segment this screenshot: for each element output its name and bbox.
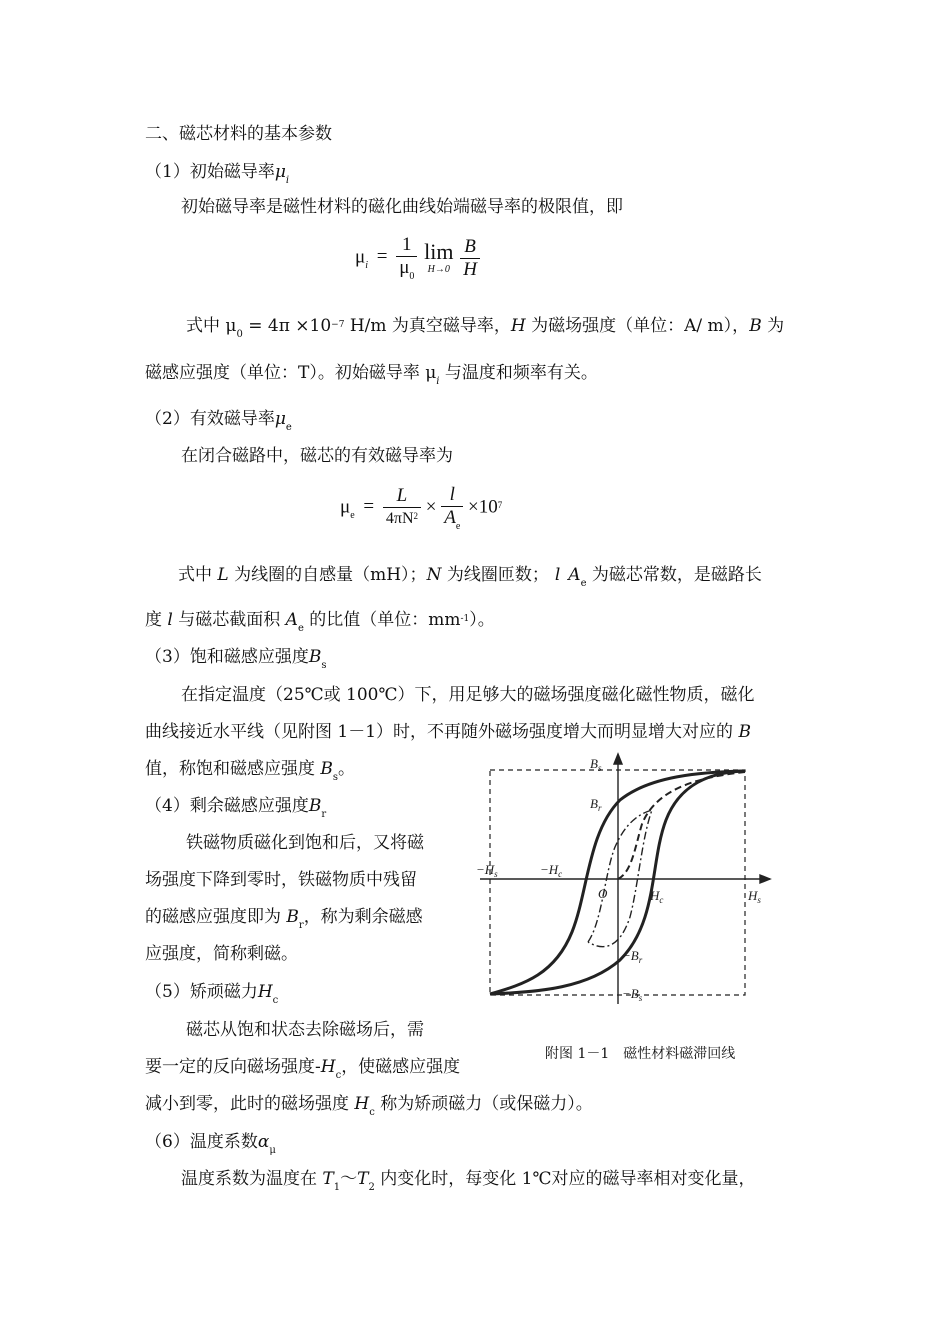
heading-remanence: （4）剩余磁感应强度$B_r$ [145,796,327,820]
paragraph-initial-permeability-note: 磁感应强度（单位：T）。初始磁导率 $\mu_i$ 与温度和频率有关。 [145,363,598,387]
label-hc: $H_c$ [650,888,664,905]
formula-coef-den: $\mu_0$ [396,256,417,282]
formula-bh-fraction [460,236,480,281]
b-axis-arrow [614,754,622,764]
label-bs: $B_s$ [590,756,602,773]
paragraph-remanence-line1: 铁磁物质磁化到饱和后，又将磁 [186,833,424,853]
label-br: $B_r$ [590,796,602,813]
heading-text: （1）初始磁导率 [145,162,275,182]
label-neg-bs: $-B_s$ [622,986,643,1003]
label-origin: O [598,886,608,901]
formula-effective-permeability: $\mu_e$ = $\frac{L}{4\pi N^2}$ × $\frac{l}{A_e}$ $\times 10^7$ [340,484,503,532]
paragraph-mu0-definition: 式中 $\mu_0 = 4\pi \times 10^{-7}$ H/m 为真空磁导率，H 为磁场强度（单位：A/ m），B 为 [186,316,785,340]
heading-saturation-flux-density: （3）饱和磁感应强度$B_s$ [145,647,327,671]
label-neg-hc: $-H_c$ [540,862,563,879]
paragraph-temperature-coefficient: 温度系数为温度在 $T_1\sim T_2$ 内变化时，每变化 1℃对应的磁导率相对变化量， [181,1169,756,1193]
paragraph-saturation-line3: 值，称饱和磁感应强度 $B_s$。 [145,759,356,783]
formula-lhs-sub: i [365,260,368,272]
h-axis-arrow [760,875,770,883]
paragraph-effective-permeability-def: 式中 L 为线圈的自感量（mH）；N 为线圈匝数； l $A_e$ 为磁芯常数，是磁路长 [178,565,762,589]
formula-l-fraction: $\frac{L}{4\pi N^2}$ [383,485,421,531]
formula-initial-permeability [355,234,480,282]
heading-subscript: i [285,175,290,186]
formula-limit: lim H→0 [424,239,454,275]
formula-bh-den: H [460,258,480,281]
paragraph-coercivity-line3: 减小到零，此时的磁场强度 $H_c$ 称为矫顽磁力（或保磁力）。 [145,1094,593,1118]
hysteresis-loop-figure [470,752,790,1012]
label-hs: $H_s$ [748,888,761,905]
figure-caption: 附图 1－1 磁性材料磁滞回线 [545,1046,736,1062]
heading-temperature-coefficient: （6）温度系数$\alpha_\mu$ [145,1132,276,1156]
heading-symbol: μ [274,162,286,182]
label-neg-hs: $-H_s$ [476,862,498,879]
formula-lhs: μ [340,496,351,518]
paragraph-coercivity-line1: 磁芯从饱和状态去除磁场后，需 [186,1020,424,1040]
paragraph-saturation-line1: 在指定温度（25℃或 100℃）下，用足够大的磁场强度磁化磁性物质，磁化 [181,685,755,705]
paragraph-saturation-line2: 曲线接近水平线（见附图 1－1）时，不再随外磁场强度增大而明显增大对应的 B [145,722,751,742]
formula-la-fraction: $\frac{l}{A_e}$ [441,484,463,532]
paragraph-coercivity-line2: 要一定的反向磁场强度$-H_c$，使磁感应强度 [145,1057,461,1081]
formula-coef-fraction [396,234,417,282]
heading-coercivity: （5）矫顽磁力$H_c$ [145,982,279,1006]
label-neg-br: $-B_r$ [622,948,643,965]
heading-effective-permeability: （2）有效磁导率$\mu_e$ [145,409,292,433]
formula-lhs-sub: e [350,510,355,522]
section-title: 二、磁芯材料的基本参数 [145,124,332,144]
formula-bh-num: B [464,235,476,257]
paragraph-remanence-line4: 应强度，简称剩磁。 [145,944,298,964]
paragraph-remanence-line2: 场强度下降到零时，铁磁物质中残留 [145,870,417,890]
paragraph-remanence-line3: 的磁感应强度即为 $B_r$，称为剩余磁感 [145,907,423,931]
paragraph-effective-permeability-def2: 度 l 与磁芯截面积 $A_e$ 的比值（单位：$mm^{-1}$）。 [145,610,495,634]
formula-coef-num: 1 [402,234,412,255]
formula-equals: = [376,246,388,268]
paragraph-effective-permeability: 在闭合磁路中，磁芯的有效磁导率为 [181,446,453,466]
paragraph-initial-permeability: 初始磁导率是磁性材料的磁化曲线始端磁导率的极限值，即 [181,197,623,217]
heading-initial-permeability [145,160,289,187]
formula-lhs: μ [355,246,366,268]
